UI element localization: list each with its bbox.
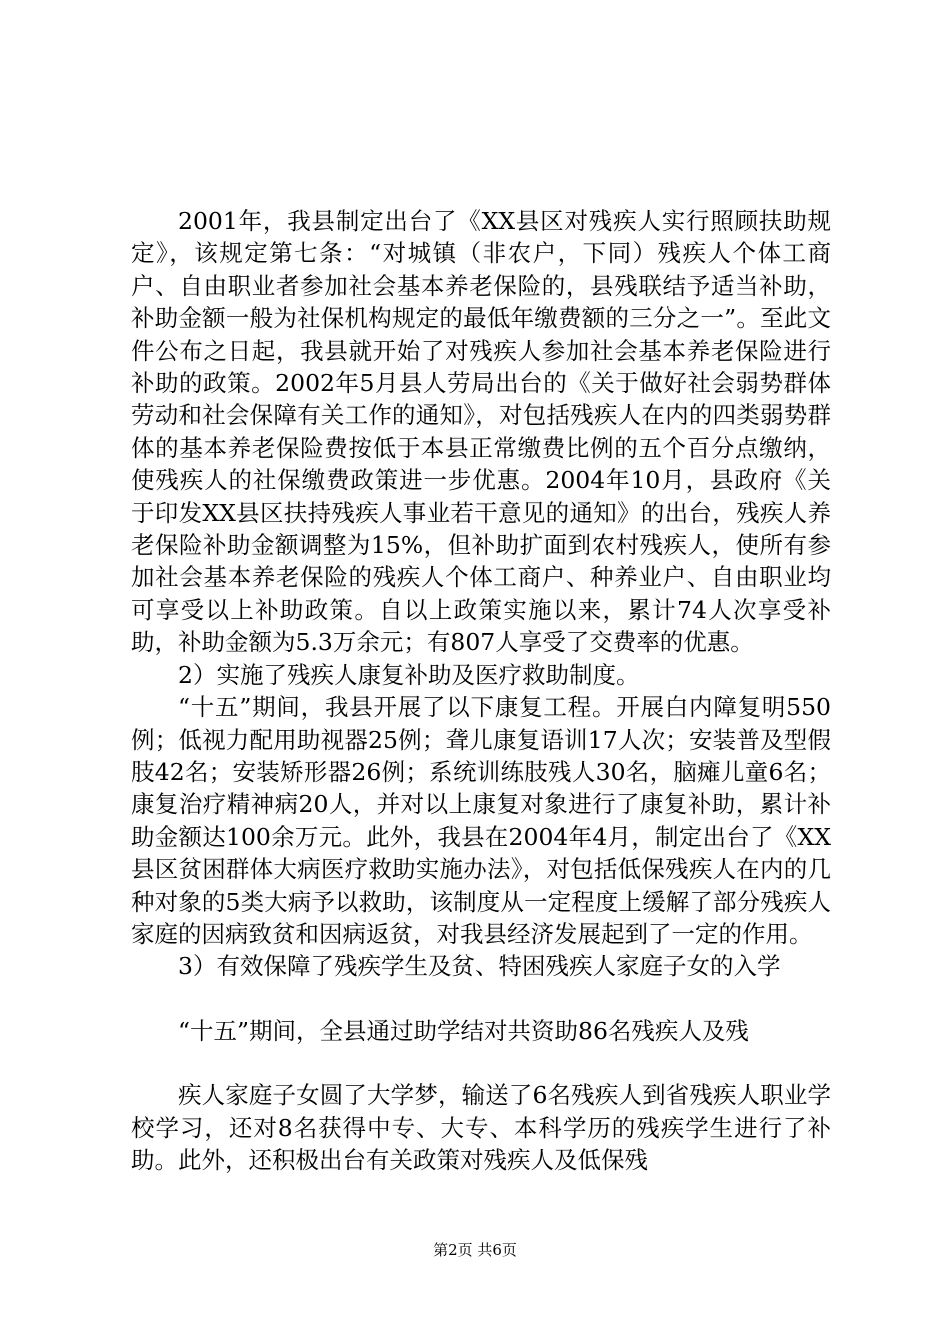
paragraph-education-continued: 疾人家庭子女圆了大学梦，输送了6名残疾人到省残疾人职业学校学习，还对8名获得中专、大专、本科学历的残疾学生进行了补助。此外，还积极出台有关政策对残疾人及低保残 bbox=[131, 1081, 831, 1174]
document-body bbox=[131, 205, 831, 1176]
paragraph-heading-rehabilitation: 2）实施了残疾人康复补助及医疗救助制度。 bbox=[178, 660, 640, 689]
paragraph-heading-education: 3）有效保障了残疾学生及贫、特困残疾人家庭子女的入学 bbox=[178, 952, 781, 981]
paragraph-education-aid: “十五”期间，全县通过助学结对共资助86名残疾人及残 bbox=[178, 1016, 749, 1045]
paragraph-rehabilitation-projects: “十五”期间，我县开展了以下康复工程。开展白内障复明550例；低视力配用助视器25例；聋儿康复语训17人次；安装普及型假肢42名；安装矫形器26例；系统训练肢残人30名，脑瘫儿童6名；康复治疗精神病20人，并对以上康复对象进行了康复补助，累计补助金额达100余万元。此外，我县在2004年4月，制定出台了《XX县区贫困群体大病医疗救助实施办法》，对包括低保残疾人在内的几种对象的5类大病予以救助，该制度从一定程度上缓解了部分残疾人家庭的因病致贫和因病返贫，对我县经济发展起到了一定的作用。 bbox=[131, 693, 831, 948]
paragraph-pension-subsidy: 2001年，我县制定出台了《XX县区对残疾人实行照顾扶助规定》，该规定第七条：“对城镇（非农户，下同）残疾人个体工商户、自由职业者参加社会基本养老保险的，县残联结予适当补助，补助金额一般为社保机构规定的最低年缴费额的三分之一”。至此文件公布之日起，我县就开始了对残疾人参加社会基本养老保险进行补助的政策。2002年5月县人劳局出台的《关于做好社会弱势群体劳动和社会保障有关工作的通知》，对包括残疾人在内的四类弱势群体的基本养老保险费按低于本县正常缴费比例的五个百分点缴纳，使残疾人的社保缴费政策进一步优惠。2004年10月，县政府《关于印发XX县区扶持残疾人事业若干意见的通知》的出台，残疾人养老保险补助金额调整为15%，但补助扩面到农村残疾人，使所有参加社会基本养老保险的残疾人个体工商户、种养业户、自由职业均可享受以上补助政策。自以上政策实施以来，累计74人次享受补助，补助金额为5.3万余元；有807人享受了交费率的优惠。 bbox=[131, 207, 831, 657]
page-number-footer: 第2页 共6页 bbox=[433, 1241, 517, 1259]
